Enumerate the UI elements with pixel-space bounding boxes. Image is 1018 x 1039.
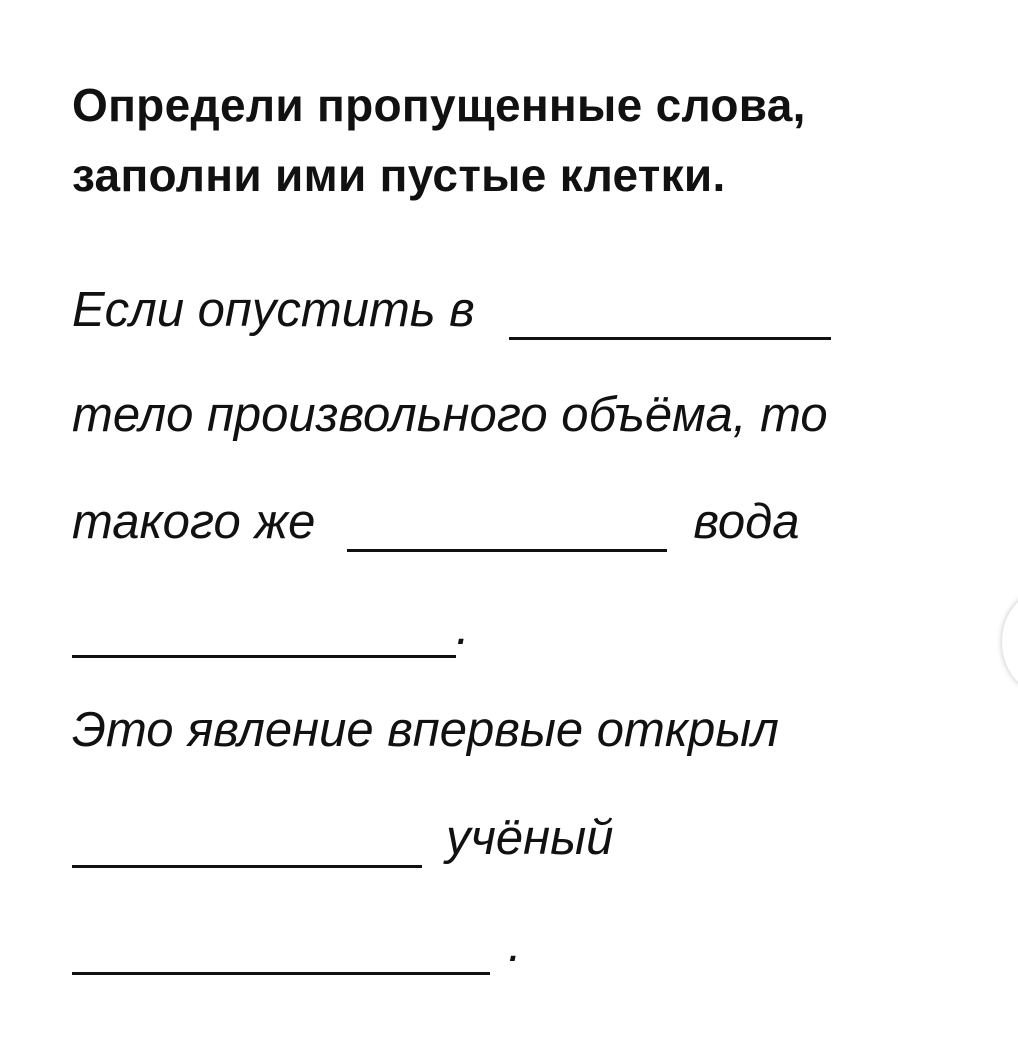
sentence-fragment: . bbox=[456, 601, 470, 655]
answer-blank-3[interactable] bbox=[72, 611, 456, 658]
answer-blank-2[interactable] bbox=[347, 505, 667, 552]
scroll-button[interactable] bbox=[1002, 592, 1018, 692]
sentence-fragment: тело произвольного объёма, то bbox=[72, 388, 828, 442]
answer-blank-1[interactable] bbox=[509, 293, 831, 340]
sentence-fragment: такого же bbox=[72, 495, 316, 549]
sentence-fragment: вода bbox=[693, 495, 800, 549]
sentence-line-6 bbox=[72, 808, 613, 868]
sentence-fragment: учёный bbox=[446, 811, 614, 865]
sentence-fragment: Если опустить в bbox=[72, 283, 475, 337]
sentence-line-4 bbox=[72, 598, 470, 658]
answer-blank-5[interactable] bbox=[72, 928, 490, 975]
sentence-line-2 bbox=[72, 385, 828, 445]
task-instruction-line-1: Определи пропущенные слова, bbox=[72, 79, 806, 131]
sentence-fragment: . bbox=[508, 918, 522, 972]
task-instruction bbox=[72, 70, 1002, 210]
task-instruction-line-2: заполни ими пустые клетки. bbox=[72, 149, 726, 201]
sentence-line-1 bbox=[72, 280, 831, 340]
answer-blank-4[interactable] bbox=[72, 821, 422, 868]
sentence-line-5 bbox=[72, 700, 779, 760]
sentence-fragment: Это явление впервые открыл bbox=[72, 703, 779, 757]
sentence-line-3 bbox=[72, 492, 799, 552]
sentence-line-7 bbox=[72, 915, 522, 975]
